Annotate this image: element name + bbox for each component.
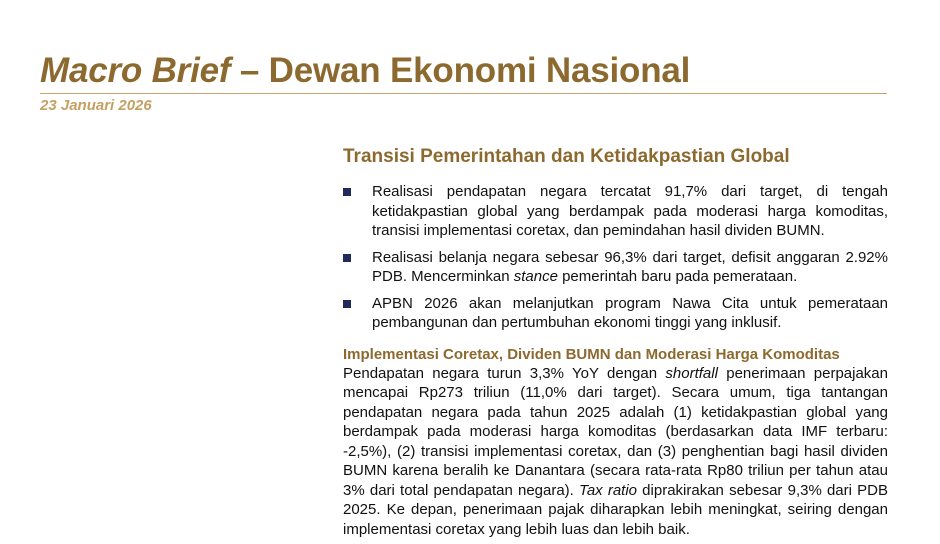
subsection-title: Implementasi Coretax, Dividen BUMN dan Moderasi Harga Komoditas	[343, 345, 840, 363]
report-title-brand: Macro Brief	[40, 51, 231, 90]
square-bullet-icon	[343, 300, 351, 308]
paragraph-part: diprakirakan sebesar 9,3% dari PDB 2025. Ke depan, penerimaan pajak diharapkan lebih meningkat, seiring dengan implementasi coretax yang lebih luas dan lebih baik.	[343, 481, 888, 538]
bullet-text-part: pemerintah baru pada pemerataan.	[557, 268, 798, 285]
title-divider	[40, 93, 887, 94]
square-bullet-icon	[343, 254, 351, 262]
bullet-list	[343, 182, 888, 333]
bullet-item-spending	[343, 248, 888, 287]
bullet-text: Realisasi pendapatan negara tercatat 91,7% dari target, di tengah ketidakpastian global yang berdampak pada moderasi harga komoditas, transisi implementasi coretax, dan pemindahan hasil dividen BUMN.	[372, 183, 888, 239]
paragraph-part: penerimaan perpajakan mencapai Rp273 triliun (11,0% dari target). Secara umum, tiga tantangan pendapatan negara pada tahun 2025 adalah (1) ketidakpastian global yang berdampak pada moderasi harga komoditas (berdasarkan data IMF terbaru: -2,5%), (2) transisi implementasi coretax, dan (3) penghentian bagi hasil dividen BUMN karena beralih ke Danantara (secara rata-rata Rp80 triliun per tahun atau 3% dari total pendapatan negara).	[343, 364, 888, 499]
section-title: Transisi Pemerintahan dan Ketidakpastian Global	[343, 146, 790, 167]
paragraph-italic: shortfall	[665, 364, 718, 382]
bullet-item-apbn	[343, 294, 888, 333]
paragraph-italic: Tax ratio	[579, 481, 638, 499]
report-header	[40, 50, 887, 114]
square-bullet-icon	[343, 188, 351, 196]
bullet-text	[372, 248, 888, 287]
bullet-text-italic: stance	[513, 268, 558, 285]
main-content	[343, 146, 888, 539]
subsection-paragraph	[343, 364, 888, 540]
report-title-org: – Dewan Ekonomi Nasional	[230, 51, 691, 90]
report-date: 23 Januari 2026	[40, 97, 152, 114]
report-title	[40, 50, 887, 92]
bullet-text-part: Realisasi belanja negara sebesar 96,3% dari target, defisit anggaran 2.92% PDB. Mencerminkan	[372, 248, 888, 285]
paragraph-part: Pendapatan negara turun 3,3% YoY dengan	[343, 364, 666, 382]
bullet-text: APBN 2026 akan melanjutkan program Nawa Cita untuk pemerataan pembangunan dan pertumbuhan ekonomi tinggi yang inklusif.	[372, 294, 888, 331]
bullet-item-revenue	[343, 182, 888, 241]
